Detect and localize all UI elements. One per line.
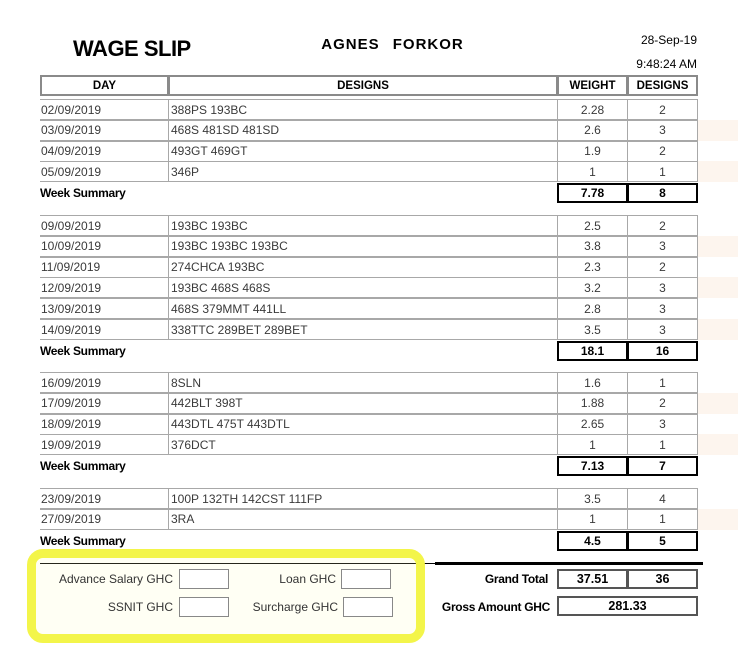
table-row (40, 319, 698, 340)
day-cell: 10/09/2019 (40, 236, 169, 257)
designs-cell: 468S 481SD 481SD (168, 120, 558, 141)
designs-cell: 376DCT (168, 434, 558, 455)
day-cell: 03/09/2019 (40, 120, 169, 141)
weight-cell: 1.9 (557, 141, 628, 162)
design-count-cell: 2 (627, 393, 698, 414)
weight-cell: 2.8 (557, 298, 628, 319)
row-band (698, 393, 738, 414)
day-cell: 17/09/2019 (40, 393, 169, 414)
table-row (40, 372, 698, 393)
design-count-cell: 2 (627, 99, 698, 120)
week-summary-label: Week Summary (40, 186, 126, 201)
design-count-cell: 1 (627, 372, 698, 393)
table-row (40, 120, 698, 141)
deductions-highlight (27, 549, 425, 643)
designs-cell: 8SLN (168, 372, 558, 393)
week-summary-weight: 7.13 (557, 456, 628, 476)
day-cell: 18/09/2019 (40, 414, 169, 435)
designs-cell: 193BC 193BC (168, 215, 558, 236)
designs-cell: 100P 132TH 142CST 111FP (168, 488, 558, 509)
design-count-cell: 3 (627, 120, 698, 141)
designs-cell: 346P (168, 161, 558, 182)
day-cell: 19/09/2019 (40, 434, 169, 455)
weight-cell: 1.6 (557, 372, 628, 393)
page-title: WAGE SLIP (73, 36, 191, 61)
day-cell: 12/09/2019 (40, 277, 169, 298)
design-count-cell: 3 (627, 319, 698, 340)
week-summary-weight: 4.5 (557, 531, 628, 551)
table-row (40, 393, 698, 414)
totals-divider (435, 562, 703, 565)
weight-cell: 1 (557, 161, 628, 182)
week-summary-count: 7 (627, 456, 698, 476)
row-band (698, 161, 738, 182)
table-row (40, 236, 698, 257)
loan-label: Loan GHC (279, 572, 336, 586)
designs-cell: 468S 379MMT 441LL (168, 298, 558, 319)
table-row (40, 141, 698, 162)
advance-salary-label: Advance Salary GHC (58, 572, 173, 586)
design-count-cell: 1 (627, 434, 698, 455)
weight-cell: 2.65 (557, 414, 628, 435)
surcharge-label: Surcharge GHC (252, 600, 338, 614)
week-summary-weight: 18.1 (557, 341, 628, 361)
table-row (40, 414, 698, 435)
slip-time: 9:48:24 AM (636, 57, 697, 71)
weight-cell: 1 (557, 434, 628, 455)
column-header-weight: WEIGHT (557, 75, 628, 96)
designs-cell: 388PS 193BC (168, 99, 558, 120)
day-cell: 04/09/2019 (40, 141, 169, 162)
design-count-cell: 2 (627, 215, 698, 236)
row-band (698, 277, 738, 298)
slip-date: 28-Sep-19 (640, 33, 697, 47)
table-row (40, 99, 698, 120)
designs-cell: 338TTC 289BET 289BET (168, 319, 558, 340)
table-row (40, 215, 698, 236)
design-count-cell: 3 (627, 277, 698, 298)
row-band (698, 319, 738, 340)
employee-name: AGNES FORKOR (321, 36, 464, 53)
weight-cell: 2.5 (557, 215, 628, 236)
day-cell: 02/09/2019 (40, 99, 169, 120)
weight-cell: 2.6 (557, 120, 628, 141)
design-count-cell: 1 (627, 161, 698, 182)
weight-cell: 3.5 (557, 488, 628, 509)
gross-amount-label: Gross Amount GHC (441, 600, 550, 614)
week-summary-weight: 7.78 (557, 183, 628, 203)
week-summary-label: Week Summary (40, 533, 126, 548)
grand-total-count: 36 (627, 569, 698, 589)
grand-total-weight: 37.51 (557, 569, 628, 589)
day-cell: 09/09/2019 (40, 215, 169, 236)
weight-cell: 2.3 (557, 257, 628, 278)
day-cell: 11/09/2019 (40, 257, 169, 278)
design-count-cell: 4 (627, 488, 698, 509)
designs-cell: 193BC 193BC 193BC (168, 236, 558, 257)
gross-amount-value: 281.33 (557, 596, 698, 616)
day-cell: 16/09/2019 (40, 372, 169, 393)
designs-cell: 493GT 469GT (168, 141, 558, 162)
weight-cell: 3.5 (557, 319, 628, 340)
design-count-cell: 3 (627, 236, 698, 257)
column-header-day: DAY (40, 75, 169, 96)
table-row (40, 257, 698, 278)
design-count-cell: 3 (627, 298, 698, 319)
weight-cell: 3.8 (557, 236, 628, 257)
week-summary-count: 8 (627, 183, 698, 203)
loan-field[interactable] (341, 569, 391, 589)
row-band (698, 434, 738, 455)
day-cell: 14/09/2019 (40, 319, 169, 340)
designs-cell: 3RA (168, 509, 558, 530)
table-row (40, 161, 698, 182)
week-summary-label: Week Summary (40, 343, 126, 358)
table-row (40, 277, 698, 298)
weight-cell: 3.2 (557, 277, 628, 298)
table-row (40, 509, 698, 530)
day-cell: 05/09/2019 (40, 161, 169, 182)
weight-cell: 2.28 (557, 99, 628, 120)
week-summary-count: 5 (627, 531, 698, 551)
advance-salary-field[interactable] (179, 569, 229, 589)
day-cell: 13/09/2019 (40, 298, 169, 319)
designs-cell: 193BC 468S 468S (168, 277, 558, 298)
week-summary-count: 16 (627, 341, 698, 361)
column-header-design-count: DESIGNS (627, 75, 698, 96)
weight-cell: 1.88 (557, 393, 628, 414)
week-summary-label: Week Summary (40, 459, 126, 474)
table-row (40, 434, 698, 455)
table-row (40, 298, 698, 319)
day-cell: 27/09/2019 (40, 509, 169, 530)
day-cell: 23/09/2019 (40, 488, 169, 509)
designs-cell: 442BLT 398T (168, 393, 558, 414)
design-count-cell: 3 (627, 414, 698, 435)
designs-cell: 274CHCA 193BC (168, 257, 558, 278)
row-band (698, 236, 738, 257)
row-band (698, 120, 738, 141)
table-row (40, 488, 698, 509)
surcharge-field[interactable] (343, 597, 393, 617)
weight-cell: 1 (557, 509, 628, 530)
design-count-cell: 2 (627, 257, 698, 278)
column-header-designs: DESIGNS (168, 75, 558, 96)
grand-total-label: Grand Total (484, 572, 548, 586)
row-band (698, 509, 738, 530)
design-count-cell: 2 (627, 141, 698, 162)
designs-cell: 443DTL 475T 443DTL (168, 414, 558, 435)
design-count-cell: 1 (627, 509, 698, 530)
ssnit-label: SSNIT GHC (107, 600, 173, 614)
ssnit-field[interactable] (179, 597, 229, 617)
